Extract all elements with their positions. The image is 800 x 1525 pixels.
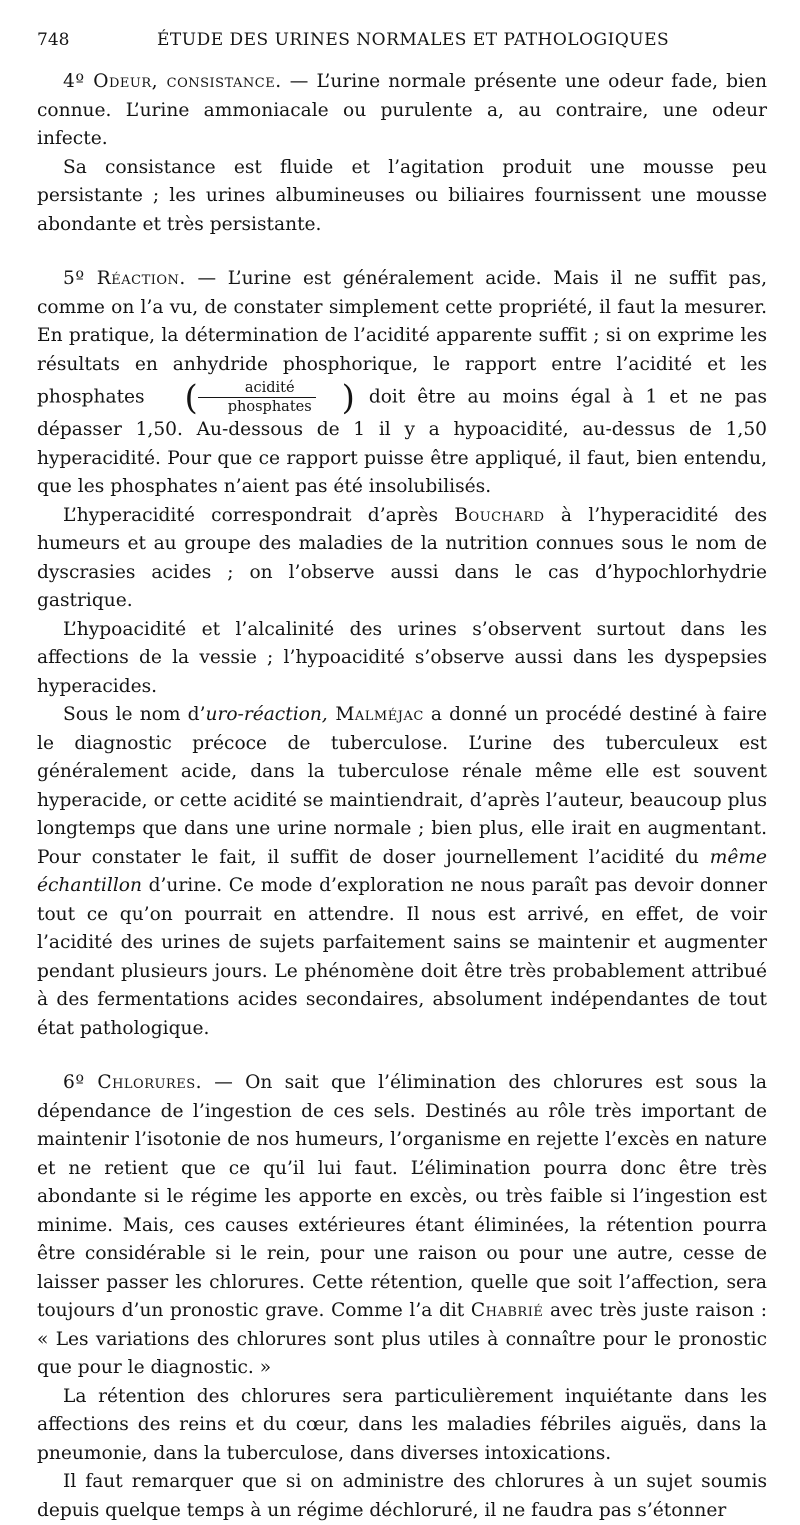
paragraph-hypoacidite: L’hypoacidité et l’alcalinité des urines s’observent surtout dans les affections de la vessie ; l’hypoacidité s’observe aussi dans les dyspepsies hyperacides. <box>37 618 767 697</box>
paragraph-text: — L’urine est généralement acide. Mais il ne suffit pas, comme on l’a vu, de constater simplement cette propriété, il faut la mesurer. En pratique, la détermination de l’acidité apparente suffit ; si on exprime les résultats en anhydride phosphorique, le rapport entre l’acidité et les phosphates <box>37 268 767 408</box>
fraction-numerator: acidité <box>244 380 295 396</box>
running-title: ÉTUDE DES URINES NORMALES ET PATHOLOGIQUES <box>157 30 670 50</box>
paragraph-odeur <box>37 68 767 154</box>
page-number: 748 <box>37 30 70 50</box>
paragraph-text: a donné un procédé destiné à faire le diagnostic précoce de tuberculose. L’urine des tuberculeux est généralement acide, dans la tuberculose rénale même elle est souvent hyperacide, or cette acidité se maintiendrait, d’après l’auteur, beaucoup plus longtemps que dans une urine normale ; bien plus, elle irait en augmentant. Pour constater le fait, il suffit de doser journellement l’acidité du <box>37 704 767 868</box>
paragraph-reaction <box>37 265 767 502</box>
paragraph-text: d’urine. Ce mode d’exploration ne nous paraît pas devoir donner tout ce qu’on pourrait en attendre. Il nous est arrivé, en effet, de voir l’acidité des urines de sujets parfaitement sains se maintenir et augmenter pendant plusieurs jours. Le phénomène doit être très probablement attribué à des fermentations acides secondaires, absolument indépendantes de tout état pathologique. <box>37 875 767 1039</box>
paragraph-remarque: Il faut remarquer que si on administre des chlorures à un sujet soumis depuis quelque temps à un régime déchloruré, il ne faudra pas s’étonner <box>37 1471 767 1521</box>
paragraph-text: doit être au moins égal à 1 et ne pas dépasser 1,50. Au-dessous de 1 il y a hypoacidité, au-dessus de 1,50 hyperacidité. Pour que ce rapport puisse être appliqué, il faut, bien entendu, que les phosphates n’aient pas été insolubilisés. <box>37 386 767 497</box>
section-heading-chlorures: 6º Chlorures. <box>63 1072 203 1093</box>
section-gap <box>37 239 767 265</box>
left-paren: ( <box>184 377 198 418</box>
author-name: Chabrié <box>470 1300 544 1321</box>
section-gap <box>37 1043 767 1069</box>
author-name: Bouchard <box>454 504 545 526</box>
section-heading-odeur: 4º Odeur, consistance. <box>63 71 282 92</box>
paragraph-text: — L’urine normale présente une odeur fade, bien connue. L’urine ammoniacale ou purulente a, au contraire, une odeur infecte. <box>37 71 768 149</box>
right-paren: ) <box>341 377 355 418</box>
ratio-fraction <box>159 379 355 416</box>
page-header <box>37 30 767 56</box>
paragraph-uro-reaction <box>37 701 767 1043</box>
paragraph-text: à l’hyperacidité des humeurs et au groupe des maladies de la nutrition connues sous le nom de dyscrasies acides ; on l’observe aussi dans le cas d’hypochlorhydrie gastrique. <box>37 504 768 611</box>
fraction-denominator: phosphates <box>198 397 316 416</box>
author-name: Malméjac <box>327 704 424 725</box>
paragraph-text: avec très juste raison : « Les variations des chlorures sont plus utiles à connaître pour le pronostic que pour le diagnostic. » <box>37 1300 768 1378</box>
section-heading-reaction: 5º Réaction. <box>63 268 186 289</box>
italic-term: uro-réaction, <box>205 704 328 725</box>
paragraph-hyperacidite <box>37 502 767 616</box>
paragraph-text: — On sait que l’élimination des chlorures est sous la dépendance de l’ingestion de ces sels. Destinés au rôle très important de maintenir l’isotonie de nos humeurs, l’organisme en rejette l’excès en nature et ne retient que ce qu’il lui faut. L’élimination pourra donc être très abondante si le régime les apporte en excès, ou très faible si l’ingestion est minime. Mais, ces causes extérieures étant éliminées, la rétention pourra être considérable si le rein, pour une raison ou pour une autre, cesse de laisser passer les chlorures. Cette rétention, quelle que soit l’affection, sera toujours d’un pronostic grave. Comme l’a dit <box>37 1072 767 1321</box>
paragraph-retention: La rétention des chlorures sera particulièrement inquiétante dans les affections des reins et du cœur, dans les maladies fébriles aiguës, dans la pneumonie, dans la tuberculose, dans diverses intoxications. <box>37 1385 767 1464</box>
paragraph-chlorures <box>37 1069 767 1383</box>
paragraph-consistance: Sa consistance est fluide et l’agitation produit une mousse peu persistante ; les urines albumineuses ou biliaires fournissent une mousse abondante et très persistante. <box>37 156 767 235</box>
paragraph-text: Sous le nom d’ <box>63 704 206 725</box>
italic-term: même échantillon <box>37 846 767 896</box>
paragraph-text: L’hyperacidité correspondrait d’après <box>63 504 455 526</box>
page <box>37 30 767 1525</box>
